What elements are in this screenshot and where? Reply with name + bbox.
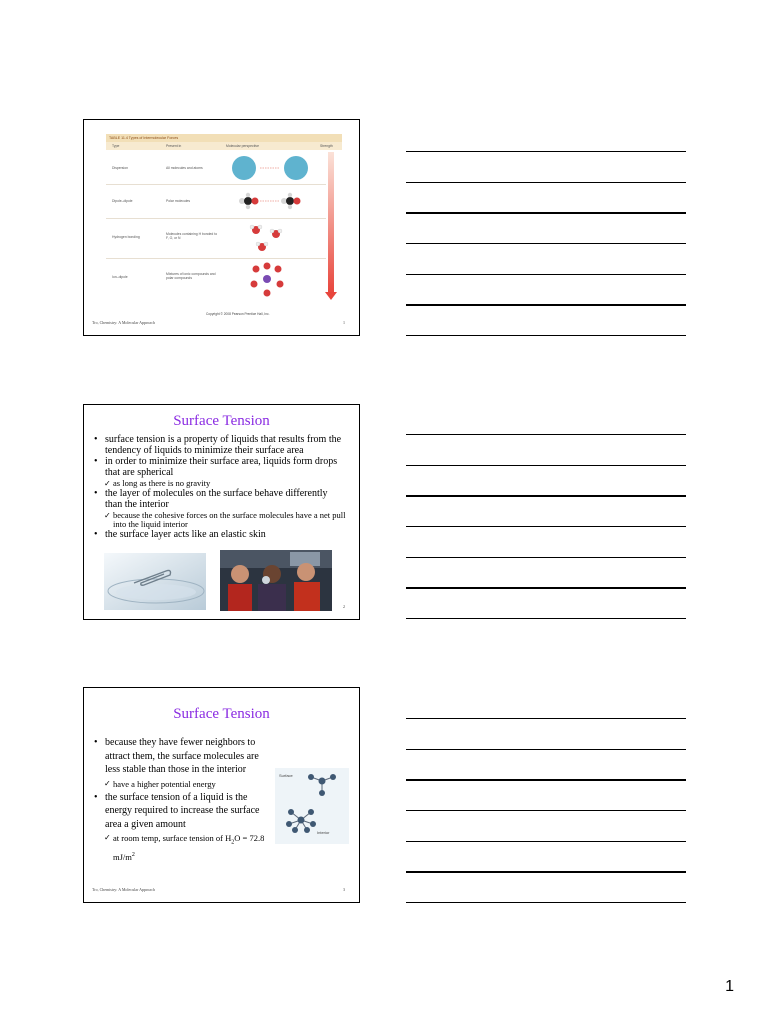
table-row: Hydrogen bonding Molecules containing H bonded to F, O, or N	[106, 218, 326, 259]
page-number: 1	[725, 978, 734, 995]
paperclip-on-water-photo	[104, 553, 206, 610]
hydrogen-bonding-figure	[242, 220, 292, 256]
intermolecular-forces-table	[106, 134, 342, 314]
table-row: Dispersion All molecules and atoms	[106, 152, 326, 185]
ion-dipole-figure	[242, 260, 292, 298]
slide-footer: Tro, Chemistry: A Molecular Approach	[92, 887, 155, 892]
col-strength: Strength	[320, 144, 333, 148]
slide-2	[83, 404, 360, 620]
slide-number: 2	[343, 604, 345, 609]
slide-title: Surface Tension	[173, 413, 270, 429]
copyright: Copyright © 2008 Pearson Prentice Hall, Inc.	[206, 312, 270, 316]
bullet: • the surface layer acts like an elastic skin	[94, 530, 346, 541]
bullet-list	[94, 435, 346, 542]
bullet: • in order to minimize their surface area, liquids form drops that are spherical	[94, 457, 346, 478]
sub-bullet: ✓ at room temp, surface tension of $H_2O = 72.8$ $mJ/m^2$	[94, 832, 266, 863]
sub-bullet: ✓ have a higher potential energy	[94, 778, 266, 790]
slide-3	[83, 687, 360, 903]
molecule-network-diagram	[275, 768, 349, 844]
strength-arrow-icon	[325, 292, 337, 300]
surface-interior-figure: Surface Interior	[275, 768, 349, 844]
dispersion-molecules-figure	[222, 154, 318, 182]
bullet: • the layer of molecules on the surface behave differently than the interior	[94, 489, 346, 510]
col-present: Present in	[166, 144, 182, 148]
slide-title: Surface Tension	[173, 706, 270, 722]
bullet-list	[94, 736, 266, 864]
dipole-molecules-figure	[222, 188, 318, 214]
table-row: Ion–dipole Mixtures of ionic compounds and polar compounds	[106, 258, 326, 298]
slide-1	[83, 119, 360, 336]
col-perspective: Molecular perspective	[226, 144, 259, 148]
slide-number: 1	[343, 320, 345, 325]
table-header	[106, 142, 342, 150]
astronauts-photo	[220, 550, 332, 611]
slide-footer: Tro, Chemistry: A Molecular Approach	[92, 320, 155, 325]
slide-number: 3	[343, 887, 345, 892]
bullet: • the surface tension of a liquid is the energy required to increase the surface area a given amount	[94, 791, 266, 832]
bullet: • surface tension is a property of liquids that results from the tendency of liquids to minimize their surface area	[94, 435, 346, 456]
bullet: • because they have fewer neighbors to attract them, the surface molecules are less stable than those in the interior	[94, 736, 266, 777]
sub-bullet: ✓ as long as there is no gravity	[94, 479, 346, 488]
table-title: TABLE 11.4 Types of Intermolecular Forces	[106, 134, 342, 142]
table-row: Dipole–dipole Polar molecules	[106, 184, 326, 219]
sub-bullet: ✓ because the cohesive forces on the surface molecules have a net pull into the liquid interior	[94, 511, 346, 529]
col-type: Type	[112, 144, 120, 148]
strength-gradient-bar	[328, 152, 334, 294]
